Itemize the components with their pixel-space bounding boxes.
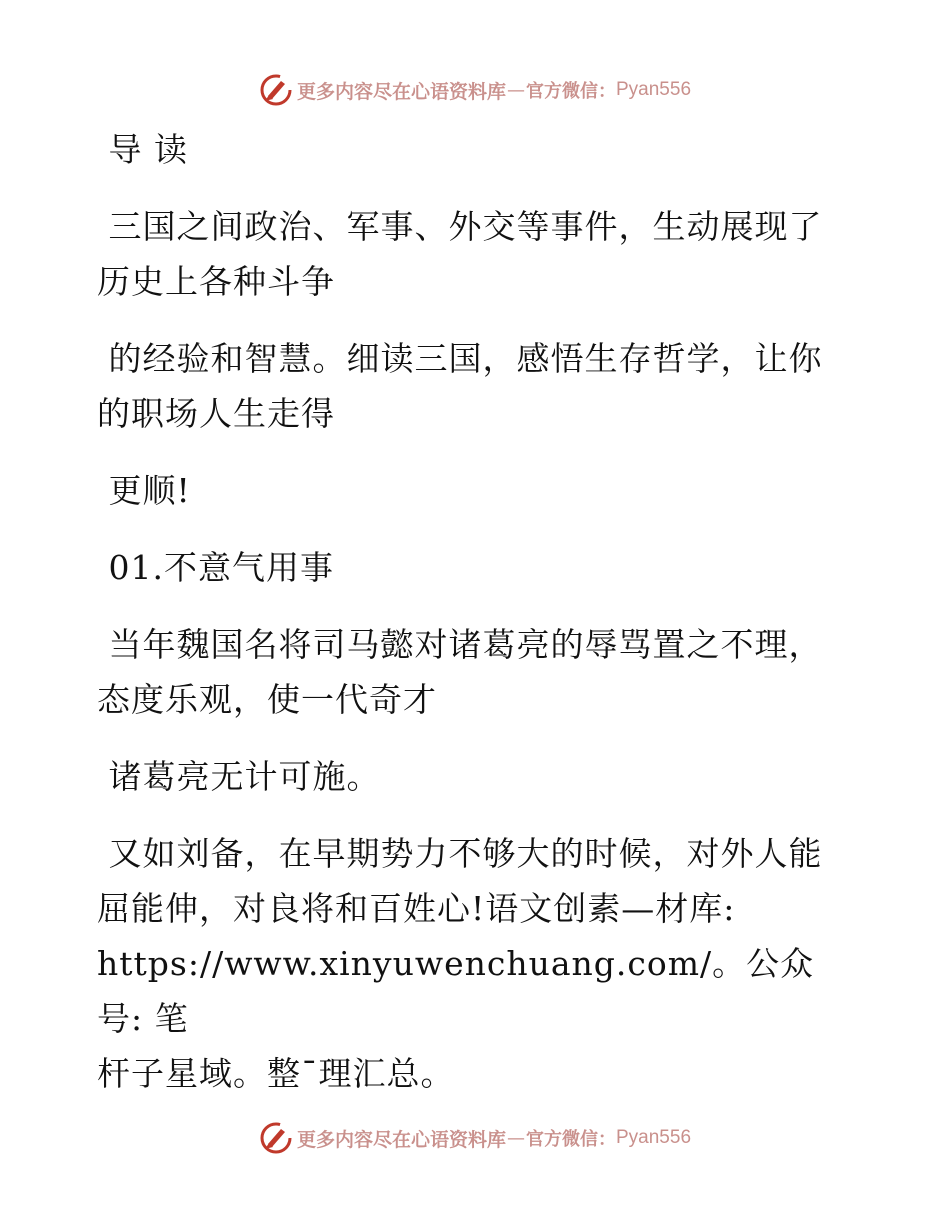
paragraph-line: 态度乐观，使一代奇才 — [97, 680, 437, 719]
paragraph-line: 的职场人生走得 — [97, 394, 335, 433]
paragraph-line: 三国之间政治、军事、外交等事件，生动展现了 — [97, 207, 823, 246]
banner-dash: — — [507, 79, 525, 101]
paragraph-line: https://www.xinyuwenchuang.com/。公众号: 笔 — [97, 944, 815, 1038]
section-heading: 01.不意气用事 — [97, 548, 334, 587]
paragraph-line: 更顺! — [97, 471, 191, 510]
banner-text: 更多内容尽在心语资料库 — [296, 1128, 506, 1151]
banner-wechat-label: 官方微信： — [526, 81, 616, 102]
banner-text: 更多内容尽在心语资料库 — [296, 80, 506, 103]
paragraph — [97, 749, 842, 804]
banner-wechat-label: 官方微信： — [526, 1129, 616, 1150]
banner-dash: — — [507, 1127, 525, 1149]
paragraph — [97, 331, 842, 441]
brand-logo-icon — [259, 1121, 293, 1155]
document-title: 导 读 — [97, 130, 188, 169]
paragraph — [97, 199, 842, 309]
paragraph — [97, 826, 842, 1101]
paragraph-line: 当年魏国名将司马懿对诸葛亮的辱骂置之不理， — [97, 625, 823, 664]
footer-banner — [0, 1118, 950, 1158]
paragraph — [97, 617, 842, 727]
document-body — [97, 122, 842, 1101]
banner-wechat-id: Pyan556 — [616, 79, 692, 100]
banner-wechat-id: Pyan556 — [616, 1127, 692, 1148]
paragraph-line: 诸葛亮无计可施。 — [97, 757, 381, 796]
paragraph-line: 又如刘备，在早期势力不够大的时候，对外人能 — [97, 834, 823, 873]
paragraph — [97, 463, 842, 518]
paragraph-line: 杆子星域。整¯理汇总。 — [97, 1054, 455, 1093]
header-banner — [0, 70, 950, 110]
brand-logo-icon — [259, 73, 293, 107]
paragraph-line: 历史上各种斗争 — [97, 262, 335, 301]
paragraph-line: 的经验和智慧。细读三国，感悟生存哲学，让你 — [97, 339, 823, 378]
paragraph-line: 屈能伸，对良将和百姓心!语文创素—材库: — [97, 889, 736, 928]
